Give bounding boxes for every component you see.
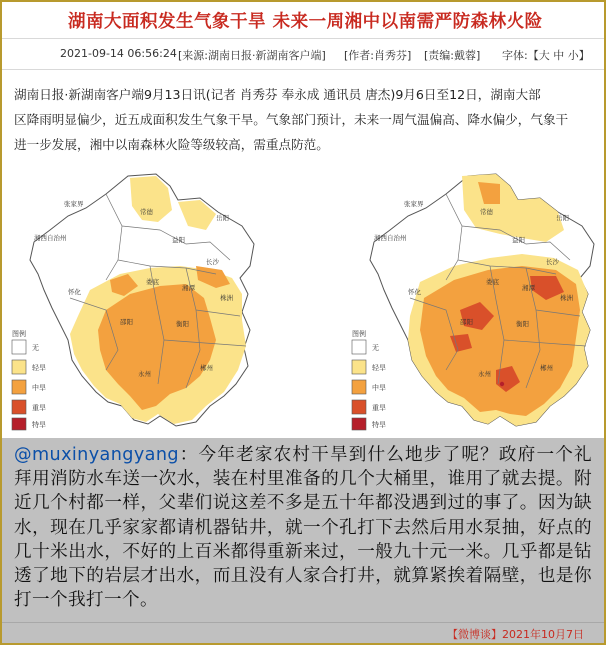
paragraph-line: 区降雨明显偏少，近五成面积发生气象干旱。气象部门预计，未来一周气温偏高、降水偏少，气象干 <box>14 112 569 127</box>
article-meta-bar <box>2 38 604 70</box>
city-label: 湘潭 <box>522 284 535 292</box>
map-legend <box>352 329 386 430</box>
legend-label: 中旱 <box>372 384 386 392</box>
article-source[interactable]: [来源:湖南日报·新湖南客户端] <box>178 49 326 62</box>
footer-bar <box>2 622 604 643</box>
city-label: 邵阳 <box>460 318 473 326</box>
city-label: 益阳 <box>512 236 525 244</box>
weibo-comment-box <box>2 438 604 622</box>
city-label: 常德 <box>480 208 493 216</box>
legend-label: 无 <box>32 344 39 352</box>
footer-tag: 【微博谈】2021年10月7日 <box>447 628 584 641</box>
city-label: 娄底 <box>486 278 499 286</box>
drought-map-left <box>10 170 260 432</box>
city-label: 长沙 <box>546 258 559 266</box>
paragraph-line: 湖南日报·新湖南客户端9月13日讯(记者 肖秀芬 奉永成 通讯员 唐杰)9月6日至12日，湖南大部 <box>14 87 541 102</box>
legend-title: 图例 <box>352 330 366 338</box>
article-datetime: 2021-09-14 06:56:24 <box>60 47 177 60</box>
font-size-control[interactable]: 字体:【大 中 小】 <box>502 49 590 62</box>
city-label: 衡阳 <box>516 320 529 328</box>
legend-label: 轻旱 <box>372 364 386 372</box>
page-frame <box>2 2 604 643</box>
city-label: 岳阳 <box>556 214 569 222</box>
city-label: 岳阳 <box>216 214 229 222</box>
legend-label: 轻旱 <box>32 364 46 372</box>
legend-title: 图例 <box>12 330 26 338</box>
city-label: 株洲 <box>560 294 573 302</box>
city-label: 娄底 <box>146 278 159 286</box>
legend-label: 重旱 <box>372 404 386 412</box>
city-label: 长沙 <box>206 258 219 266</box>
drought-map-right <box>350 170 600 432</box>
legend-label: 重旱 <box>32 404 46 412</box>
city-label: 常德 <box>140 208 153 216</box>
city-label: 湘西自治州 <box>374 234 407 242</box>
city-label: 株洲 <box>220 294 233 302</box>
city-label: 湘西自治州 <box>34 234 67 242</box>
city-label: 衡阳 <box>176 320 189 328</box>
paragraph-line: 进一步发展，湘中以南森林火险等级较高，需重点防范。 <box>14 137 329 152</box>
article-title: 湖南大面积发生气象干旱 未来一周湘中以南需严防森林火险 <box>68 12 543 32</box>
article-editor: [责编:戴蓉] <box>424 49 481 62</box>
city-label: 郴州 <box>200 364 213 372</box>
city-label: 益阳 <box>172 236 185 244</box>
article-author: [作者:肖秀芬] <box>344 49 412 62</box>
comment-body: ：今年老家农村干旱到什么地步了呢？政府一个礼拜用消防水车送一次水，装在村里准备的几个大桶里，谁用了就去提。附近几个村都一样，父辈们说这差不多是五十年都没遇到过的事了。因为缺水，现在几乎家家都请机器钻井，就一个孔打下去然后用水泵抽，好点的几十米出水，不好的上百米都得重新来过，一般九十元一米。几乎都是钻透了地下的岩层才出水，而且没有人家合打井，就算紧挨着隔壁，也是你打一个我打一个。 <box>14 445 592 611</box>
legend-label: 无 <box>372 344 379 352</box>
comment-text <box>2 438 604 612</box>
city-label: 邵阳 <box>120 318 133 326</box>
comment-username[interactable]: @muxinyangyang <box>14 445 179 465</box>
city-label: 怀化 <box>68 288 81 296</box>
legend-label: 特旱 <box>372 421 386 429</box>
legend-label: 中旱 <box>32 384 46 392</box>
article-paragraph <box>14 82 604 157</box>
map-legend <box>12 329 46 430</box>
legend-label: 特旱 <box>32 421 46 429</box>
city-label: 怀化 <box>408 288 421 296</box>
city-label: 郴州 <box>540 364 553 372</box>
city-label: 永州 <box>478 370 491 378</box>
city-label: 湘潭 <box>182 284 195 292</box>
city-label: 张家界 <box>64 200 84 208</box>
city-label: 永州 <box>138 370 151 378</box>
city-label: 张家界 <box>404 200 424 208</box>
